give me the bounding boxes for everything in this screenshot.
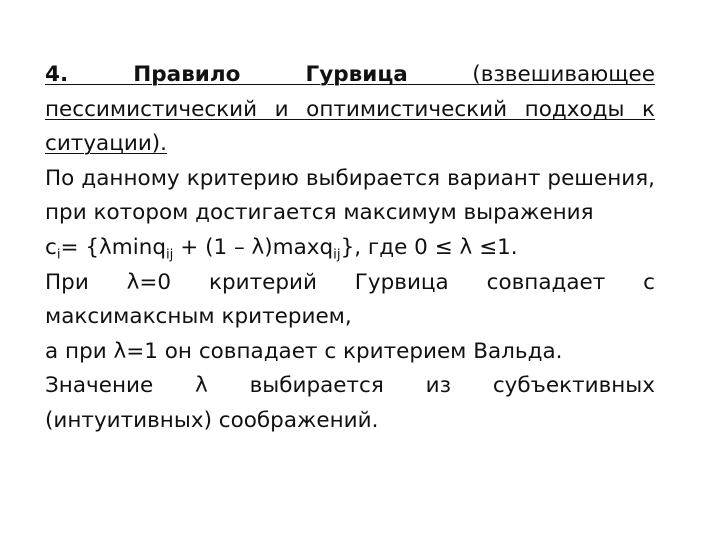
slide-content <box>45 58 655 439</box>
lambda-zero-statement: При λ=0 критерий Гурвица совпадает с максимаксным критерием, <box>45 269 655 330</box>
hurwicz-formula <box>45 231 655 266</box>
criterion-description: По данному критерию выбирается вариант решения, при котором достигается максимум выражения <box>45 165 655 226</box>
slide-heading <box>45 58 655 162</box>
formula-q1-subscript: ij <box>165 247 174 263</box>
formula-q2-subscript: ij <box>333 247 341 263</box>
formula-c-subscript: i <box>56 247 61 263</box>
heading-description: (взвешивающее пессимистический и оптимистический подходы к ситуации). <box>45 62 655 157</box>
formula-part-3: }, где 0 ≤ λ ≤1. <box>340 234 518 260</box>
formula-c: c <box>45 234 57 260</box>
lambda-one-statement: а при λ=1 он совпадает с критерием Вальда. <box>45 338 563 364</box>
formula-part-2: + (1 – λ)maxq <box>173 234 334 260</box>
lambda-choice-statement: Значение λ выбирается из субъективных (интуитивных) соображений. <box>45 373 655 433</box>
heading-title: 4. Правило Гурвица <box>45 62 408 87</box>
formula-part-1: = {λminq <box>60 234 166 260</box>
